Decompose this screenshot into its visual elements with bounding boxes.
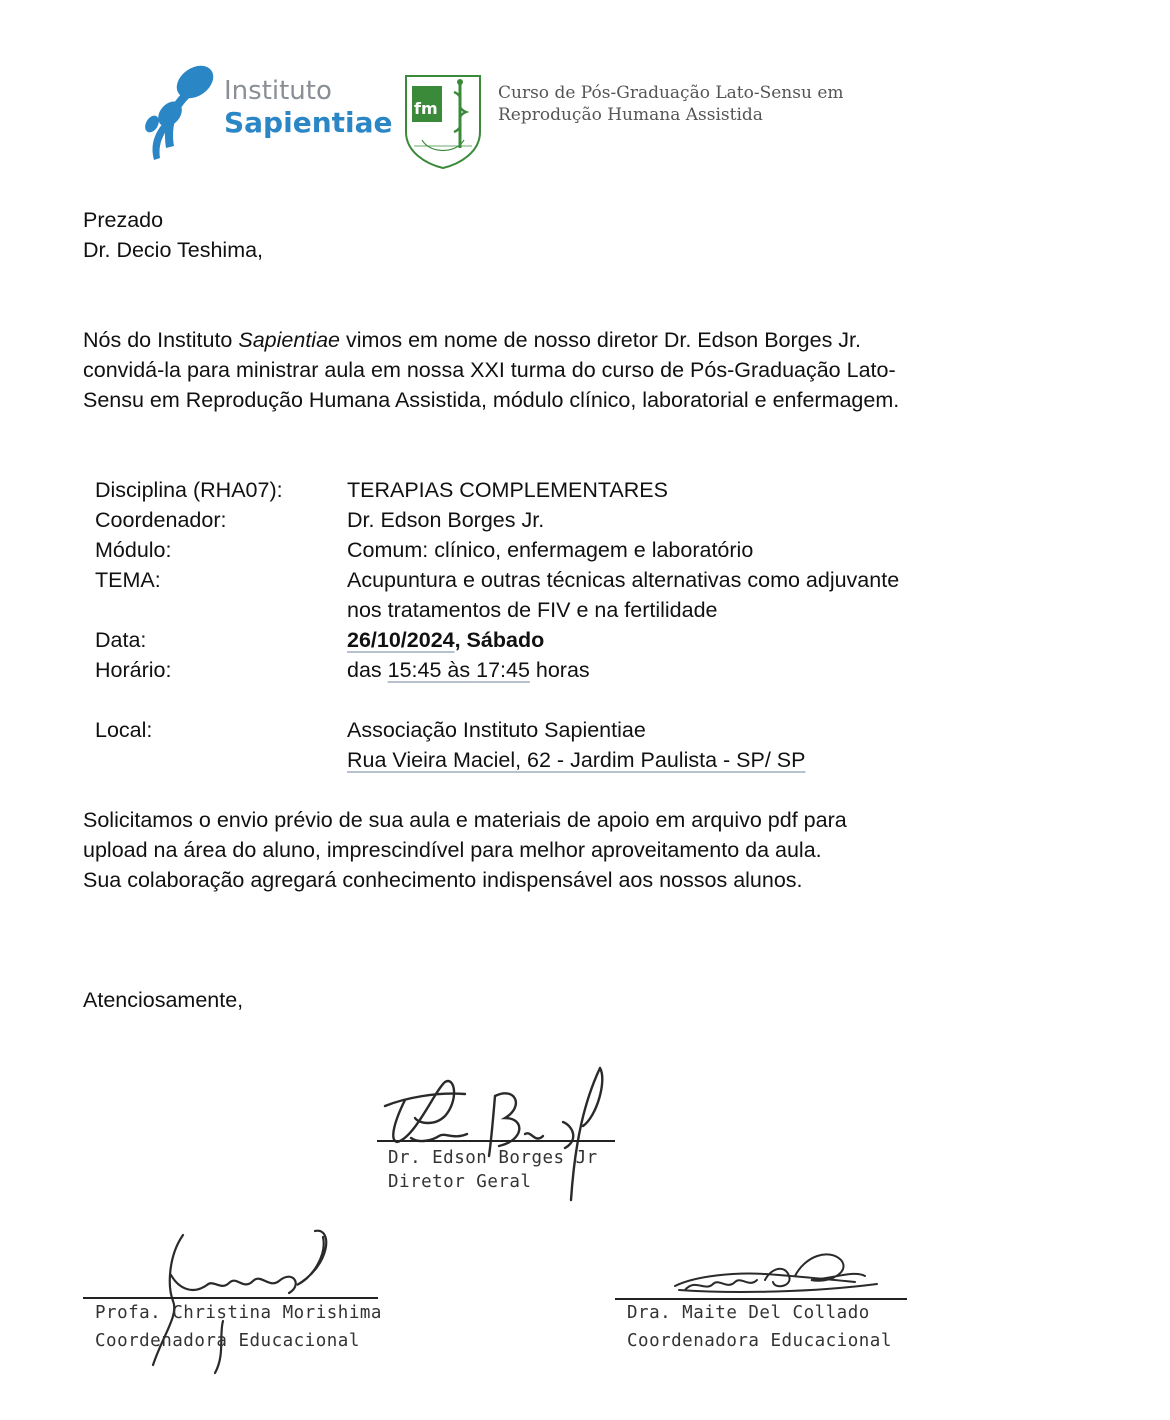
detail-label-tema: TEMA: [95,568,161,592]
detail-label-coordenador: Coordenador: [95,508,227,532]
course-title-line1: Curso de Pós-Graduação Lato-Sensu em [498,83,844,103]
detail-date-link[interactable]: 26/10/2024 [347,628,455,652]
detail-label-disciplina: Disciplina (RHA07): [95,478,283,502]
detail-value-local-line1: Associação Instituto Sapientiae [347,718,646,742]
greeting [83,205,263,265]
detail-label-data: Data: [95,628,147,652]
course-title [498,82,844,126]
intro-line-1-pre: Nós do Instituto [83,328,239,352]
detail-label-local: Local: [95,718,153,742]
detail-value-coordenador: Dr. Edson Borges Jr. [347,508,545,532]
detail-day: , Sábado [454,628,545,652]
signatory-name-coordinator-1: Profa. Christina Morishima [95,1303,382,1323]
signatory-role-director: Diretor Geral [388,1172,532,1192]
logo-text-instituto: Instituto [224,76,332,106]
detail-value-tema [347,565,899,625]
request-paragraph [83,805,847,895]
intro-line-3: Sensu em Reprodução Humana Assistida, módulo clínico, laboratorial e enfermagem. [83,388,900,412]
detail-value-tema-line2: nos tratamentos de FIV e na fertilidade [347,598,718,622]
detail-label-modulo: Módulo: [95,538,172,562]
request-line-2: upload na área do aluno, imprescindível para melhor aproveitamento da aula. [83,838,822,862]
intro-line-1 [83,325,899,355]
signature-line-director [377,1140,615,1142]
horario-pre: das [347,658,388,682]
signatory-role-coordinator-1: Coordenadora Educacional [95,1331,360,1351]
detail-value-horario [347,655,590,685]
detail-value-data [347,625,544,655]
logo-text-sapientiae: Sapientiae [224,106,393,139]
horario-mid: às [441,658,477,682]
detail-value-local [347,715,805,775]
horario-end: 17:45 [476,658,530,682]
svg-text:fm: fm [414,99,438,118]
signature-coordinator-2 [615,1240,915,1370]
horario-time-link[interactable] [388,658,530,682]
detail-value-tema-line1: Acupuntura e outras técnicas alternativas como adjuvante [347,568,900,592]
request-line-3: Sua colaboração agregará conhecimento indispensável aos nossos alunos. [83,868,803,892]
handwritten-signature-coordinator-1 [83,1225,383,1375]
intro-line-2: convidá-la para ministrar aula em nossa XXI turma do curso de Pós-Graduação Lato- [83,358,896,382]
signature-line-coordinator-1 [83,1297,378,1299]
address-link[interactable]: Rua Vieira Maciel, 62 - Jardim Paulista - SP/ SP [347,748,806,772]
instituto-sapientiae-logo [140,62,393,172]
sapientiae-mark-icon [140,62,224,166]
intro-paragraph [83,325,899,415]
horario-post: horas [529,658,590,682]
salutation: Prezado [83,208,164,232]
request-line-1: Solicitamos o envio prévio de sua aula e materiais de apoio em arquivo pdf para [83,808,847,832]
horario-start: 15:45 [387,658,442,682]
signature-director [375,1060,625,1205]
signatory-role-coordinator-2: Coordenadora Educacional [627,1331,892,1351]
closing: Atenciosamente, [83,988,244,1012]
intro-institute-name: Sapientiae [238,328,340,352]
course-logo [400,70,844,170]
detail-value-disciplina: TERAPIAS COMPLEMENTARES [347,478,668,502]
signatory-name-director: Dr. Edson Borges Jr [388,1148,598,1168]
recipient: Dr. Decio Teshima, [83,238,264,262]
detail-label-horario: Horário: [95,658,172,682]
signature-coordinator-1 [83,1225,383,1375]
course-seal-icon [400,70,486,170]
signatory-name-coordinator-2: Dra. Maite Del Collado [627,1303,870,1323]
signature-line-coordinator-2 [615,1298,907,1300]
course-title-line2: Reprodução Humana Assistida [498,105,763,125]
intro-line-1-post: vimos em nome de nosso diretor Dr. Edson Borges Jr. [340,328,862,352]
detail-value-modulo: Comum: clínico, enfermagem e laboratório [347,538,754,562]
